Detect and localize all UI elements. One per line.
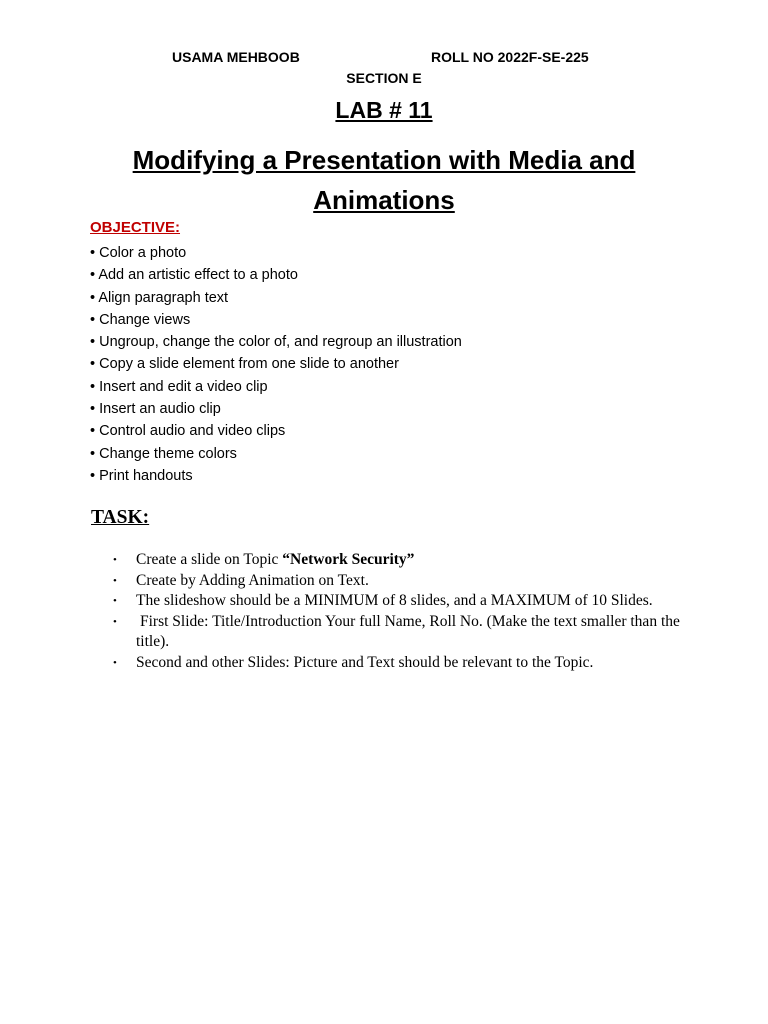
objective-item (90, 443, 462, 465)
roll-number: ROLL NO 2022F-SE-225 (431, 49, 589, 65)
objective-item (90, 309, 462, 331)
objective-item-text: Insert an audio clip (99, 401, 221, 418)
objective-heading: OBJECTIVE: (90, 219, 181, 236)
objective-item-text: Change theme colors (99, 445, 237, 462)
objective-item-text: Copy a slide element from one slide to another (99, 356, 399, 373)
bullet-icon: • (90, 467, 96, 484)
task-item (91, 612, 691, 653)
task-item-text: Create by Adding Animation on Text. (136, 571, 369, 589)
lab-number-title (0, 97, 768, 124)
bullet-icon: • (90, 401, 96, 418)
objective-item (90, 465, 462, 487)
task-item-text: First Slide: Title/Introduction Your full Name, Roll No. (Make the text smaller than the title). (136, 612, 680, 650)
objective-item-text: Control audio and video clips (99, 423, 286, 440)
bullet-icon: • (90, 311, 96, 328)
objective-item-text: Ungroup, change the color of, and regroup an illustration (99, 334, 462, 351)
bullet-icon: • (90, 334, 96, 351)
objective-item (90, 398, 462, 420)
bullet-icon: • (113, 656, 117, 669)
bullet-icon: • (90, 356, 96, 373)
task-topic: “Network Security” (282, 551, 415, 568)
objective-item (90, 242, 462, 264)
task-item (91, 550, 691, 571)
objective-list (90, 242, 462, 487)
task-item-text: Create a slide on Topic (136, 551, 283, 568)
student-name: USAMA MEHBOOB (172, 49, 300, 65)
objective-item (90, 331, 462, 353)
task-item-text: The slideshow should be a MINIMUM of 8 slides, and a MAXIMUM of 10 Slides. (136, 592, 653, 609)
objective-item (90, 264, 462, 286)
objective-item-text: Insert and edit a video clip (99, 378, 268, 395)
task-item (91, 571, 691, 592)
document-title (60, 140, 708, 220)
objective-item-text: Align paragraph text (98, 289, 229, 306)
bullet-icon: • (90, 423, 96, 440)
objective-item (90, 376, 462, 398)
objective-item-text: Color a photo (99, 245, 187, 261)
document-title-text: Modifying a Presentation with Media and Animations (132, 145, 636, 215)
bullet-icon: • (90, 378, 96, 395)
objective-item (90, 420, 462, 442)
bullet-icon: • (113, 595, 117, 607)
objective-item-text: Add an artistic effect to a photo (98, 267, 298, 284)
section-label: SECTION E (346, 70, 422, 86)
task-heading: TASK: (91, 507, 150, 528)
bullet-icon: • (90, 289, 96, 306)
bullet-icon: • (90, 245, 96, 261)
lab-number-text: LAB # 11 (335, 97, 433, 123)
bullet-icon: • (90, 267, 96, 284)
task-item (91, 591, 691, 612)
bullet-icon: • (113, 615, 117, 628)
objective-item-text: Print handouts (99, 467, 193, 484)
task-item-text: Second and other Slides: Picture and Text should be relevant to the Topic. (136, 653, 594, 671)
task-item (91, 653, 691, 674)
task-list (91, 550, 691, 673)
objective-item-text: Change views (99, 311, 191, 328)
objective-item (90, 287, 462, 309)
bullet-icon: • (90, 445, 96, 462)
bullet-icon: • (113, 574, 117, 587)
bullet-icon: • (113, 554, 117, 566)
objective-item (90, 353, 462, 375)
